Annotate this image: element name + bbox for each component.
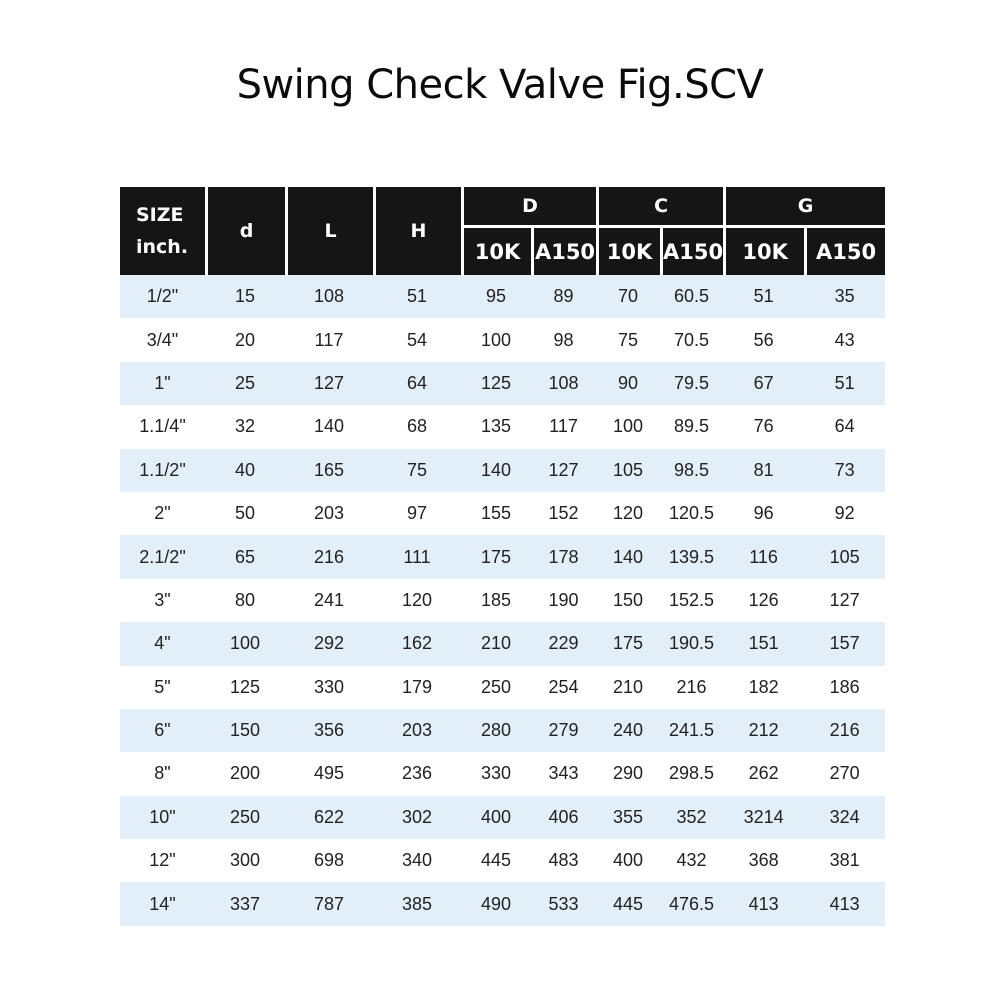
cell-d: 337 [205, 882, 285, 925]
cell-h: 162 [373, 622, 461, 665]
cell-size: 1" [120, 362, 205, 405]
table-row [120, 622, 885, 665]
cell-h: 54 [373, 318, 461, 361]
cell-c-10k: 100 [596, 405, 660, 448]
cell-d-a150: 254 [531, 666, 596, 709]
cell-c-10k: 290 [596, 752, 660, 795]
cell-c-a150: 98.5 [660, 449, 723, 492]
cell-h: 97 [373, 492, 461, 535]
table-row [120, 318, 885, 361]
cell-l: 698 [285, 839, 373, 882]
cell-l: 241 [285, 579, 373, 622]
cell-c-a150: 241.5 [660, 709, 723, 752]
table-row [120, 405, 885, 448]
cell-h: 203 [373, 709, 461, 752]
cell-d-10k: 210 [461, 622, 531, 665]
cell-h: 120 [373, 579, 461, 622]
cell-d: 20 [205, 318, 285, 361]
cell-c-10k: 355 [596, 796, 660, 839]
cell-g-10k: 126 [723, 579, 804, 622]
cell-h: 179 [373, 666, 461, 709]
h-header: H [373, 187, 461, 275]
cell-g-10k: 368 [723, 839, 804, 882]
cell-size: 1/2" [120, 275, 205, 318]
cell-d: 40 [205, 449, 285, 492]
table-row [120, 362, 885, 405]
cell-c-10k: 150 [596, 579, 660, 622]
table-row [120, 666, 885, 709]
cell-size: 4" [120, 622, 205, 665]
cell-g-10k: 262 [723, 752, 804, 795]
cell-g-10k: 81 [723, 449, 804, 492]
cell-size: 10" [120, 796, 205, 839]
cell-d: 100 [205, 622, 285, 665]
cell-g-10k: 3214 [723, 796, 804, 839]
cell-d-a150: 229 [531, 622, 596, 665]
cell-d-10k: 490 [461, 882, 531, 925]
cell-l: 216 [285, 535, 373, 578]
cell-d-10k: 175 [461, 535, 531, 578]
cell-d-a150: 152 [531, 492, 596, 535]
dimension-table [120, 187, 885, 926]
cell-c-a150: 298.5 [660, 752, 723, 795]
cell-d: 15 [205, 275, 285, 318]
cell-c-10k: 70 [596, 275, 660, 318]
cell-d-a150: 98 [531, 318, 596, 361]
table-row [120, 535, 885, 578]
cell-g-a150: 216 [804, 709, 885, 752]
cell-c-a150: 70.5 [660, 318, 723, 361]
cell-h: 236 [373, 752, 461, 795]
cell-g-a150: 64 [804, 405, 885, 448]
cell-l: 292 [285, 622, 373, 665]
g-10k-header: 10K [723, 225, 804, 275]
cell-l: 140 [285, 405, 373, 448]
cell-l: 495 [285, 752, 373, 795]
cell-g-a150: 92 [804, 492, 885, 535]
cell-d-10k: 95 [461, 275, 531, 318]
size-header [120, 187, 205, 275]
cell-c-10k: 175 [596, 622, 660, 665]
cell-c-10k: 90 [596, 362, 660, 405]
cell-c-a150: 352 [660, 796, 723, 839]
cell-d: 200 [205, 752, 285, 795]
cell-g-a150: 270 [804, 752, 885, 795]
cell-d: 50 [205, 492, 285, 535]
cell-c-a150: 432 [660, 839, 723, 882]
cell-d-a150: 89 [531, 275, 596, 318]
cell-l: 787 [285, 882, 373, 925]
cell-l: 165 [285, 449, 373, 492]
cell-c-10k: 210 [596, 666, 660, 709]
cell-c-a150: 216 [660, 666, 723, 709]
cell-g-10k: 96 [723, 492, 804, 535]
cell-c-a150: 120.5 [660, 492, 723, 535]
cell-size: 6" [120, 709, 205, 752]
cell-d-a150: 190 [531, 579, 596, 622]
table-row [120, 579, 885, 622]
cell-d: 25 [205, 362, 285, 405]
cell-g-10k: 212 [723, 709, 804, 752]
cell-d: 150 [205, 709, 285, 752]
cell-g-10k: 151 [723, 622, 804, 665]
cell-c-a150: 79.5 [660, 362, 723, 405]
table-row [120, 882, 885, 925]
cell-d-10k: 135 [461, 405, 531, 448]
cell-size: 3/4" [120, 318, 205, 361]
c-a150-header: A150 [660, 225, 723, 275]
cell-size: 14" [120, 882, 205, 925]
cell-d-10k: 250 [461, 666, 531, 709]
table-row [120, 709, 885, 752]
cell-c-10k: 75 [596, 318, 660, 361]
cell-d: 32 [205, 405, 285, 448]
table-row [120, 796, 885, 839]
cell-d-a150: 279 [531, 709, 596, 752]
cell-g-a150: 413 [804, 882, 885, 925]
cell-d-10k: 445 [461, 839, 531, 882]
cell-d-10k: 155 [461, 492, 531, 535]
cell-c-10k: 240 [596, 709, 660, 752]
cell-g-10k: 67 [723, 362, 804, 405]
cell-g-a150: 381 [804, 839, 885, 882]
cell-d-a150: 178 [531, 535, 596, 578]
cell-h: 75 [373, 449, 461, 492]
cell-g-a150: 157 [804, 622, 885, 665]
cell-g-a150: 105 [804, 535, 885, 578]
cell-c-a150: 139.5 [660, 535, 723, 578]
cell-h: 68 [373, 405, 461, 448]
cell-g-10k: 56 [723, 318, 804, 361]
cell-h: 51 [373, 275, 461, 318]
cell-c-10k: 120 [596, 492, 660, 535]
cell-c-10k: 445 [596, 882, 660, 925]
cell-size: 2" [120, 492, 205, 535]
cell-size: 2.1/2" [120, 535, 205, 578]
cell-l: 203 [285, 492, 373, 535]
d-a150-header: A150 [531, 225, 596, 275]
l-header: L [285, 187, 373, 275]
cell-d-a150: 406 [531, 796, 596, 839]
cell-g-10k: 413 [723, 882, 804, 925]
cell-h: 111 [373, 535, 461, 578]
cell-d: 300 [205, 839, 285, 882]
cell-g-a150: 127 [804, 579, 885, 622]
d-group-header: D [461, 187, 596, 225]
size-header-line1: SIZE [136, 204, 184, 226]
cell-d-10k: 140 [461, 449, 531, 492]
cell-g-10k: 116 [723, 535, 804, 578]
cell-d-a150: 117 [531, 405, 596, 448]
size-header-line2: inch. [136, 236, 189, 258]
cell-size: 5" [120, 666, 205, 709]
cell-c-10k: 140 [596, 535, 660, 578]
cell-d-10k: 400 [461, 796, 531, 839]
cell-g-10k: 182 [723, 666, 804, 709]
cell-l: 127 [285, 362, 373, 405]
cell-size: 12" [120, 839, 205, 882]
cell-c-a150: 190.5 [660, 622, 723, 665]
cell-d-10k: 125 [461, 362, 531, 405]
cell-c-a150: 89.5 [660, 405, 723, 448]
cell-c-a150: 476.5 [660, 882, 723, 925]
cell-g-10k: 76 [723, 405, 804, 448]
cell-l: 622 [285, 796, 373, 839]
cell-size: 8" [120, 752, 205, 795]
cell-l: 330 [285, 666, 373, 709]
cell-h: 385 [373, 882, 461, 925]
cell-d-a150: 127 [531, 449, 596, 492]
table-row [120, 839, 885, 882]
d-10k-header: 10K [461, 225, 531, 275]
cell-d-10k: 330 [461, 752, 531, 795]
cell-g-a150: 324 [804, 796, 885, 839]
cell-d: 250 [205, 796, 285, 839]
cell-h: 340 [373, 839, 461, 882]
cell-d-a150: 533 [531, 882, 596, 925]
cell-g-10k: 51 [723, 275, 804, 318]
cell-g-a150: 43 [804, 318, 885, 361]
cell-g-a150: 51 [804, 362, 885, 405]
c-group-header: C [596, 187, 723, 225]
cell-d: 80 [205, 579, 285, 622]
cell-d-a150: 343 [531, 752, 596, 795]
cell-l: 117 [285, 318, 373, 361]
cell-d-10k: 100 [461, 318, 531, 361]
page-title: Swing Check Valve Fig.SCV [236, 62, 764, 108]
cell-l: 108 [285, 275, 373, 318]
d-header: d [205, 187, 285, 275]
cell-h: 302 [373, 796, 461, 839]
cell-l: 356 [285, 709, 373, 752]
cell-size: 3" [120, 579, 205, 622]
table-row [120, 275, 885, 318]
cell-c-a150: 152.5 [660, 579, 723, 622]
cell-d-a150: 108 [531, 362, 596, 405]
cell-g-a150: 35 [804, 275, 885, 318]
cell-d: 65 [205, 535, 285, 578]
cell-d-a150: 483 [531, 839, 596, 882]
cell-g-a150: 73 [804, 449, 885, 492]
cell-d-10k: 280 [461, 709, 531, 752]
table-body [120, 275, 885, 926]
table-row [120, 492, 885, 535]
table-row [120, 752, 885, 795]
cell-d: 125 [205, 666, 285, 709]
cell-c-a150: 60.5 [660, 275, 723, 318]
table-row [120, 449, 885, 492]
cell-c-10k: 105 [596, 449, 660, 492]
cell-h: 64 [373, 362, 461, 405]
g-a150-header: A150 [804, 225, 885, 275]
table-header [120, 187, 885, 275]
cell-size: 1.1/2" [120, 449, 205, 492]
cell-d-10k: 185 [461, 579, 531, 622]
g-group-header: G [723, 187, 885, 225]
cell-g-a150: 186 [804, 666, 885, 709]
c-10k-header: 10K [596, 225, 660, 275]
cell-c-10k: 400 [596, 839, 660, 882]
cell-size: 1.1/4" [120, 405, 205, 448]
